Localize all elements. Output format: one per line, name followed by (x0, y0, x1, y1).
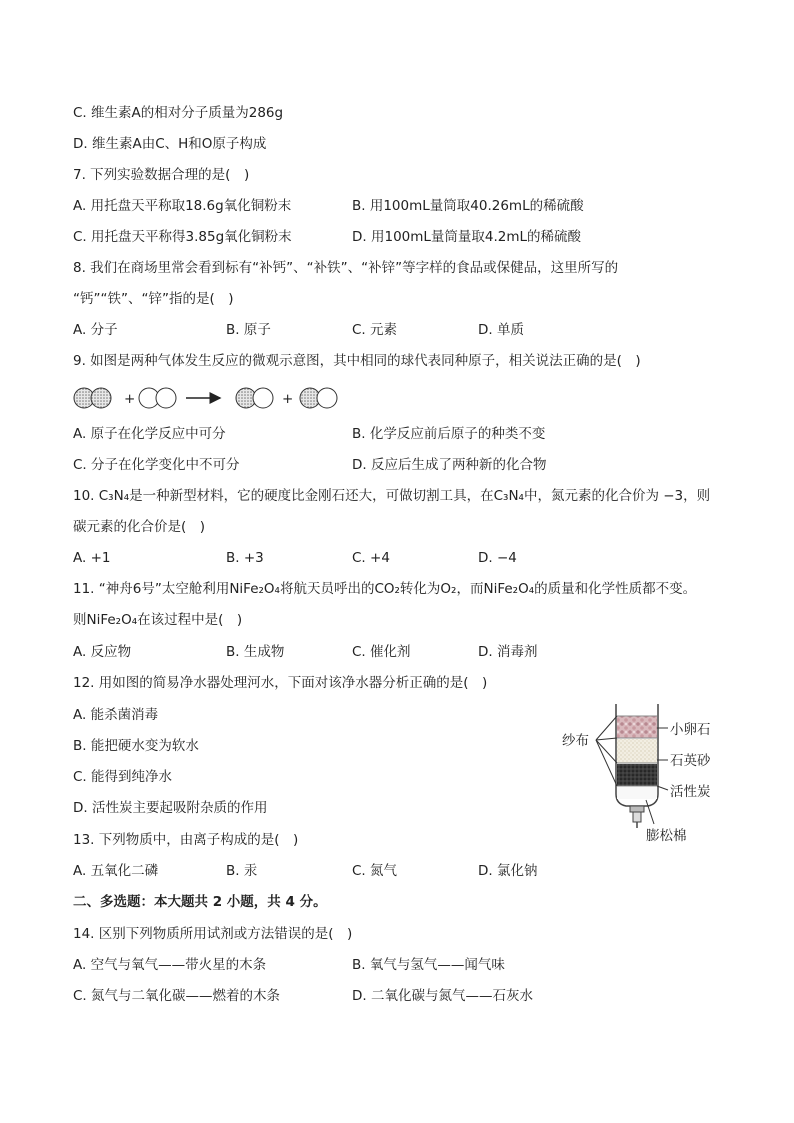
q7-option-b: B. 用100mL量筒取40.26mL的稀硫酸 (352, 198, 584, 214)
q10-option-d: D. −4 (478, 550, 517, 566)
q8-stem-line1: 8. 我们在商场里常会看到标有“补钙”、“补铁”、“补锌”等字样的食品或保健品，这里所写的 (73, 260, 619, 276)
q13-option-d: D. 氯化钠 (478, 863, 538, 879)
q8-option-b: B. 原子 (226, 322, 271, 338)
q11-stem-line1: 11. “神舟6号”太空舱利用NiFe₂O₄将航天员呼出的CO₂转化为O₂，而NiFe₂O₄的质量和化学性质都不变。 (73, 581, 697, 597)
q9-option-b: B. 化学反应前后原子的种类不变 (352, 426, 546, 442)
q7-option-d: D. 用100mL量筒量取4.2mL的稀硫酸 (352, 229, 582, 245)
q12-stem: 12. 用如图的简易净水器处理河水，下面对该净水器分析正确的是( ) (73, 675, 488, 691)
gauze-leader-lines (596, 716, 617, 786)
q6-option-d: D. 维生素A由C、H和O原子构成 (73, 136, 267, 152)
q12-option-b: B. 能把硬水变为软水 (73, 738, 199, 754)
label-activated-carbon: 活性炭 (670, 784, 711, 800)
product-molecule-2 (300, 388, 337, 408)
quartz-sand-layer (617, 739, 657, 763)
q14-stem: 14. 区别下列物质所用试剂或方法错误的是( ) (73, 926, 353, 942)
q9-option-d: D. 反应后生成了两种新的化合物 (352, 457, 547, 473)
purifier-container (616, 704, 658, 828)
q11-option-a: A. 反应物 (73, 644, 132, 660)
product-molecule-1 (236, 388, 273, 408)
pebble-layer (617, 716, 657, 738)
q12-option-c: C. 能得到纯净水 (73, 769, 173, 785)
q11-option-b: B. 生成物 (226, 644, 285, 660)
q10-option-c: C. +4 (352, 550, 390, 566)
q13-option-a: A. 五氧化二磷 (73, 863, 159, 879)
q10-stem-line1: 10. C₃N₄是一种新型材料，它的硬度比金刚石还大，可做切割工具，在C₃N₄中，氮元素的化合价为 −3，则 (73, 488, 711, 504)
label-cotton: 膨松棉 (646, 828, 687, 844)
q8-option-d: D. 单质 (478, 322, 524, 338)
label-quartz-sand: 石英砂 (670, 753, 711, 769)
q7-option-c: C. 用托盘天平称得3.85g氧化铜粉末 (73, 229, 292, 245)
q14-option-d: D. 二氧化碳与氮气——石灰水 (352, 988, 533, 1004)
q9-option-c: C. 分子在化学变化中不可分 (73, 457, 240, 473)
q14-option-c: C. 氮气与二氧化碳——燃着的木条 (73, 988, 281, 1004)
reaction-diagram (70, 382, 350, 416)
water-purifier-figure (556, 698, 732, 846)
reactant-molecule-2 (139, 388, 176, 408)
label-pebbles: 小卵石 (670, 722, 711, 738)
section-heading-multiple-choice: 二、多选题：本大题共 2 小题，共 4 分。 (73, 894, 327, 910)
q11-stem-line2: 则NiFe₂O₄在该过程中是( ) (73, 612, 243, 628)
plus-sign-2: + (282, 391, 294, 407)
q8-option-a: A. 分子 (73, 322, 118, 338)
q8-option-c: C. 元素 (352, 322, 398, 338)
q12-option-a: A. 能杀菌消毒 (73, 707, 159, 723)
q14-option-b: B. 氧气与氢气——闻气味 (352, 957, 505, 973)
q10-option-b: B. +3 (226, 550, 264, 566)
q11-option-d: D. 消毒剂 (478, 644, 538, 660)
q9-option-a: A. 原子在化学反应中可分 (73, 426, 226, 442)
q12-option-d: D. 活性炭主要起吸附杂质的作用 (73, 800, 268, 816)
q14-option-a: A. 空气与氧气——带火星的木条 (73, 957, 267, 973)
q7-stem: 7. 下列实验数据合理的是( ) (73, 167, 250, 183)
q13-option-b: B. 汞 (226, 863, 258, 879)
q7-option-a: A. 用托盘天平称取18.6g氧化铜粉末 (73, 198, 292, 214)
q11-option-c: C. 催化剂 (352, 644, 411, 660)
q6-option-c: C. 维生素A的相对分子质量为286g (73, 105, 284, 121)
q10-stem-line2: 碳元素的化合价是( ) (73, 519, 206, 535)
plus-sign-1: + (124, 391, 136, 407)
cotton-layer (617, 787, 657, 799)
q8-stem-line2: “钙”“铁”、“锌”指的是( ) (73, 291, 234, 307)
q13-stem: 13. 下列物质中，由离子构成的是( ) (73, 832, 299, 848)
reactant-molecule-1 (74, 388, 111, 408)
label-gauze: 纱布 (562, 733, 589, 749)
q9-stem: 9. 如图是两种气体发生反应的微观示意图，其中相同的球代表同种原子，相关说法正确的是( ) (73, 353, 641, 369)
q13-option-c: C. 氮气 (352, 863, 398, 879)
activated-carbon-layer (617, 764, 657, 786)
q10-option-a: A. +1 (73, 550, 111, 566)
